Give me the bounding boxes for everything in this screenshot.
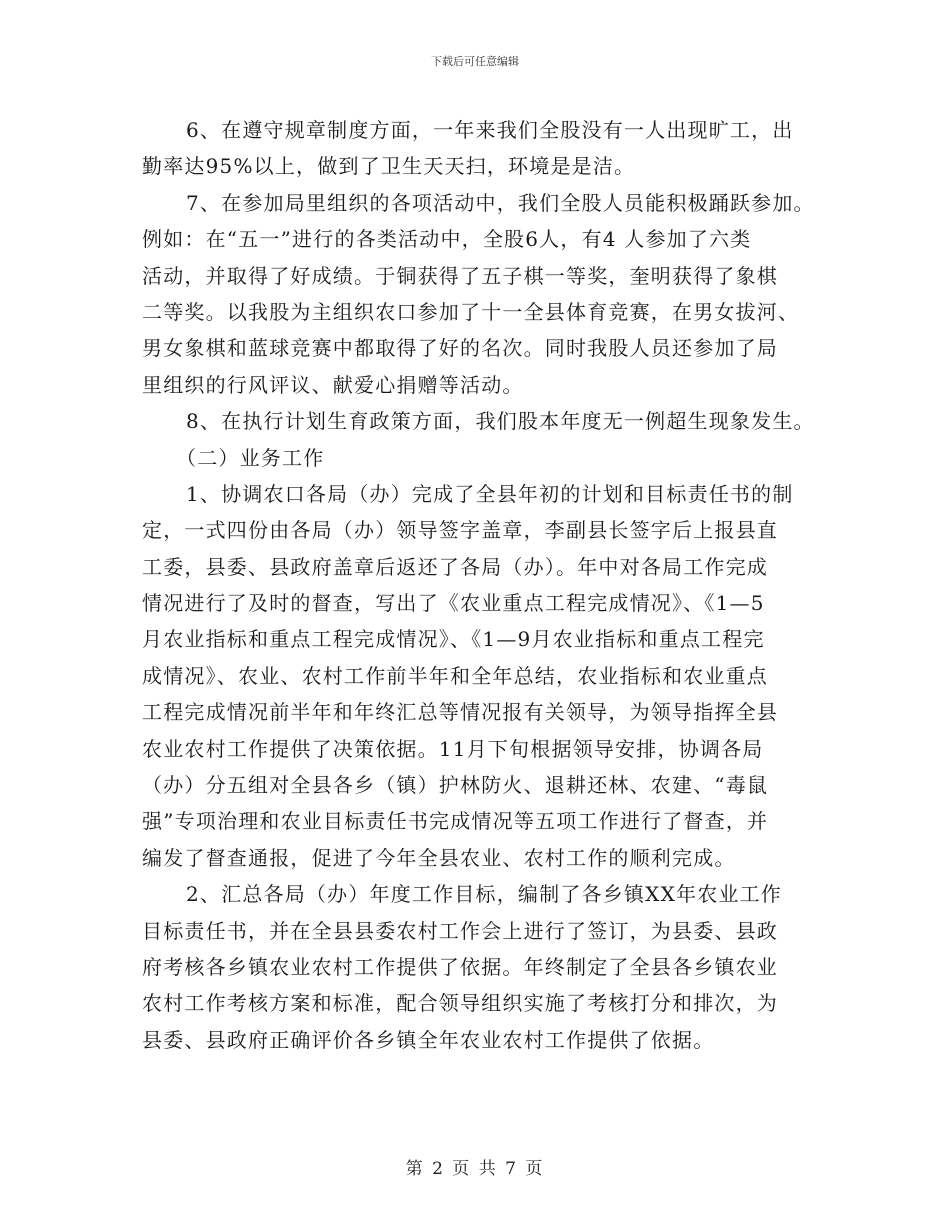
paragraph-line: 强”专项治理和农业目标责任书完成情况等五项工作进行了督查，并: [142, 809, 769, 834]
paragraph-line: 农村工作考核方案和标准，配合领导组织实施了考核打分和排次，为: [142, 991, 778, 1016]
paragraph-line: 定，一式四份由各局（办）领导签字盖章，李副县长签字后上报县直: [142, 518, 778, 543]
paragraph-line: 县委、县政府正确评价各乡镇全年农业农村工作提供了依据。: [142, 1027, 715, 1052]
paragraph-line: 男女象棋和蓝球竞赛中都取得了好的名次。同时我股人员还参加了局: [142, 336, 778, 361]
paragraph-line: 例如：在“五一”进行的各类活动中，全股6人，有4 人参加了六类: [142, 227, 752, 252]
paragraph-line: 二等奖。以我股为主组织农口参加了十一全县体育竞赛，在男女拔河、: [142, 299, 800, 324]
paragraph-line: 编发了督查通报，促进了今年全县农业、农村工作的顺利完成。: [142, 845, 736, 870]
paragraph-line: 活动，并取得了好成绩。于铜获得了五子棋一等奖，奎明获得了象棋: [142, 263, 778, 288]
paragraph-line: 工程完成情况前半年和年终汇总等情况报有关领导，为领导指挥全县: [142, 700, 778, 725]
paragraph-line: 府考核各乡镇农业农村工作提供了依据。年终制定了全县各乡镇农业: [142, 954, 778, 979]
paragraph-line: 7、在参加局里组织的各项活动中，我们全股人员能积极踊跃参加。: [186, 190, 815, 215]
section-heading: （二）业务工作: [176, 445, 325, 470]
paragraph-line: 8、在执行计划生育政策方面，我们股本年度无一例超生现象发生。: [186, 409, 815, 434]
document-body: [142, 112, 832, 1058]
paragraph-line: 6、在遵守规章制度方面，一年来我们全股没有一人出现旷工，出: [186, 118, 794, 142]
paragraph-line: 2、汇总各局（办）年度工作目标，编制了各乡镇XX年农业工作: [186, 882, 783, 907]
paragraph-line: 1、协调农口各局（办）完成了全县年初的计划和目标责任书的制: [186, 481, 794, 506]
paragraph-line: 月农业指标和重点工程完成情况》、《1—9月农业指标和重点工程完: [142, 627, 765, 652]
paragraph-line: （办）分五组对全县各乡（镇）护林防火、退耕还林、农建、“毒鼠: [142, 773, 769, 798]
paragraph-line: 里组织的行风评议、献爱心捐赠等活动。: [142, 372, 524, 397]
paragraph-line: 情况进行了及时的督查，写出了《农业重点工程完成情况》、《1—5: [142, 591, 765, 616]
page-number: 第 2 页 共 7 页: [405, 1159, 545, 1179]
paragraph-line: 农业农村工作提供了决策依据。11月下旬根据领导安排，协调各局: [142, 736, 764, 761]
paragraph-line: 目标责任书，并在全县县委农村工作会上进行了签订，为县委、县政: [142, 918, 778, 943]
paragraph-line: 成情况》、农业、农村工作前半年和全年总结，农业指标和农业重点: [142, 663, 768, 688]
header-note: 下载后可任意编辑: [431, 55, 519, 68]
paragraph-line: 勤率达95%以上，做到了卫生天天扫，环境是是洁。: [142, 154, 636, 179]
paragraph-line: 工委，县委、县政府盖章后返还了各局（办）。年中对各局工作完成: [142, 554, 768, 579]
